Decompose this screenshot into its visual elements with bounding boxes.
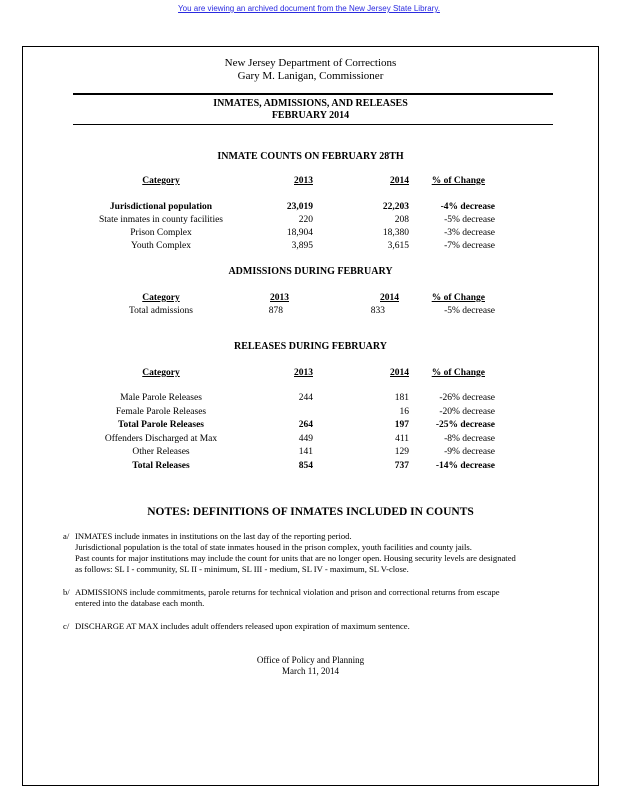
document-frame bbox=[22, 46, 599, 786]
row-change: -20% decrease bbox=[439, 406, 495, 417]
row-category: Youth Complex bbox=[130, 241, 191, 251]
archive-notice-link[interactable]: You are viewing an archived document from the New Jersey State Library. bbox=[178, 4, 440, 13]
row-category: Female Parole Releases bbox=[115, 406, 207, 417]
row-category: Total Releases bbox=[132, 460, 190, 471]
row-2013: 244 bbox=[298, 393, 313, 403]
row-2014: 16 bbox=[399, 406, 409, 417]
row-change: -9% decrease bbox=[444, 447, 495, 457]
row-2014: 208 bbox=[394, 215, 409, 225]
note-line: Jurisdictional population is the total of state inmates housed in the prison complex, youth facilities and county jails. bbox=[75, 542, 472, 552]
col-2014: 2014 bbox=[380, 293, 399, 303]
row-category: State inmates in county facilities bbox=[99, 215, 223, 225]
row-2014: 737 bbox=[394, 460, 409, 471]
col-change: % of Change bbox=[431, 368, 485, 378]
col-category: Category bbox=[142, 293, 180, 303]
row-2013: 449 bbox=[298, 433, 313, 444]
col-category: Category bbox=[142, 176, 180, 186]
row-change: -4% decrease bbox=[440, 202, 495, 212]
row-2014: 22,203 bbox=[382, 202, 409, 212]
row-2014: 18,380 bbox=[382, 228, 409, 238]
row-2013: 18,904 bbox=[286, 228, 313, 238]
row-category: Prison Complex bbox=[130, 228, 192, 238]
note-item bbox=[63, 621, 590, 632]
row-change: -5% decrease bbox=[444, 306, 495, 316]
table-row bbox=[23, 392, 598, 404]
note-item bbox=[63, 587, 590, 609]
row-2013: 23,019 bbox=[286, 202, 313, 212]
table-row bbox=[23, 305, 598, 317]
table-row bbox=[23, 433, 598, 445]
row-2013: 854 bbox=[298, 460, 313, 471]
note-line: entered into the database each month. bbox=[75, 598, 205, 608]
row-2014: 197 bbox=[394, 420, 409, 430]
table-row bbox=[23, 446, 598, 458]
row-2013: 141 bbox=[298, 447, 313, 457]
row-change: -25% decrease bbox=[435, 420, 495, 430]
row-category: Total Parole Releases bbox=[117, 420, 204, 430]
row-change: -7% decrease bbox=[444, 241, 495, 251]
row-change: -5% decrease bbox=[444, 215, 495, 225]
col-2014: 2014 bbox=[390, 176, 409, 186]
col-2013: 2013 bbox=[294, 368, 313, 378]
inmate-counts-heading: INMATE COUNTS ON FEBRUARY 28TH bbox=[217, 151, 404, 162]
department-name: New Jersey Department of Corrections bbox=[224, 57, 397, 69]
admissions-heading: ADMISSIONS DURING FEBRUARY bbox=[228, 266, 393, 277]
report-period: FEBRUARY 2014 bbox=[271, 110, 350, 121]
row-2014: 411 bbox=[395, 433, 409, 444]
row-2014: 181 bbox=[394, 393, 409, 403]
row-category: Jurisdictional population bbox=[109, 202, 213, 212]
footer-office: Office of Policy and Planning bbox=[256, 655, 365, 665]
note-line: INMATES include inmates in institutions on the last day of the reporting period. bbox=[75, 531, 352, 541]
table-row bbox=[23, 227, 598, 239]
divider-bottom bbox=[73, 124, 553, 125]
row-2013: 878 bbox=[268, 306, 283, 316]
row-category: Other Releases bbox=[132, 447, 190, 457]
col-2013: 2013 bbox=[294, 176, 313, 186]
table-row bbox=[23, 201, 598, 213]
col-2013: 2013 bbox=[270, 293, 289, 303]
row-2013: 264 bbox=[298, 420, 313, 430]
note-line: as follows: SL I - community, SL II - minimum, SL III - medium, SL IV - maximum, SL V-close. bbox=[75, 564, 409, 574]
table-row bbox=[23, 406, 598, 418]
releases-heading: RELEASES DURING FEBRUARY bbox=[233, 341, 387, 352]
row-change: -26% decrease bbox=[439, 393, 495, 403]
row-2013: 220 bbox=[298, 215, 313, 225]
row-2014: 833 bbox=[370, 306, 385, 316]
table-row bbox=[23, 214, 598, 226]
row-category: Total admissions bbox=[129, 306, 193, 316]
row-category: Male Parole Releases bbox=[120, 393, 202, 403]
note-line: DISCHARGE AT MAX includes adult offenders released upon expiration of maximum sentence. bbox=[75, 621, 410, 631]
divider-top bbox=[73, 93, 553, 95]
commissioner-name: Gary M. Lanigan, Commissioner bbox=[237, 70, 384, 82]
table-row bbox=[23, 460, 598, 472]
table-row bbox=[23, 240, 598, 252]
col-2014: 2014 bbox=[390, 368, 409, 378]
row-change: -8% decrease bbox=[444, 433, 495, 444]
note-line: Past counts for major institutions may include the count for units that are no longer open. Housing security levels are designated bbox=[75, 553, 516, 563]
report-title: INMATES, ADMISSIONS, AND RELEASES bbox=[213, 98, 408, 109]
releases-header-row bbox=[23, 367, 598, 379]
inmate-counts-header-row bbox=[23, 175, 598, 187]
row-category: Offenders Discharged at Max bbox=[104, 433, 218, 444]
admissions-header-row bbox=[23, 292, 598, 304]
col-category: Category bbox=[142, 368, 180, 378]
note-label: c/ bbox=[63, 621, 70, 631]
row-2014: 3,615 bbox=[387, 241, 409, 251]
row-change: -3% decrease bbox=[444, 228, 495, 238]
row-2013: 3,895 bbox=[291, 241, 313, 251]
notes-heading: NOTES: DEFINITIONS OF INMATES INCLUDED IN COUNTS bbox=[147, 506, 474, 518]
col-change: % of Change bbox=[431, 293, 485, 303]
note-label: b/ bbox=[63, 587, 70, 597]
col-change: % of Change bbox=[431, 176, 485, 186]
table-row bbox=[23, 419, 598, 431]
note-line: ADMISSIONS include commitments, parole returns for technical violation and prison and correctional returns from escape bbox=[75, 587, 500, 597]
row-change: -14% decrease bbox=[435, 460, 495, 471]
note-item bbox=[63, 531, 590, 575]
note-label: a/ bbox=[63, 531, 70, 541]
footer-date: March 11, 2014 bbox=[282, 666, 339, 676]
row-2014: 129 bbox=[394, 447, 409, 457]
